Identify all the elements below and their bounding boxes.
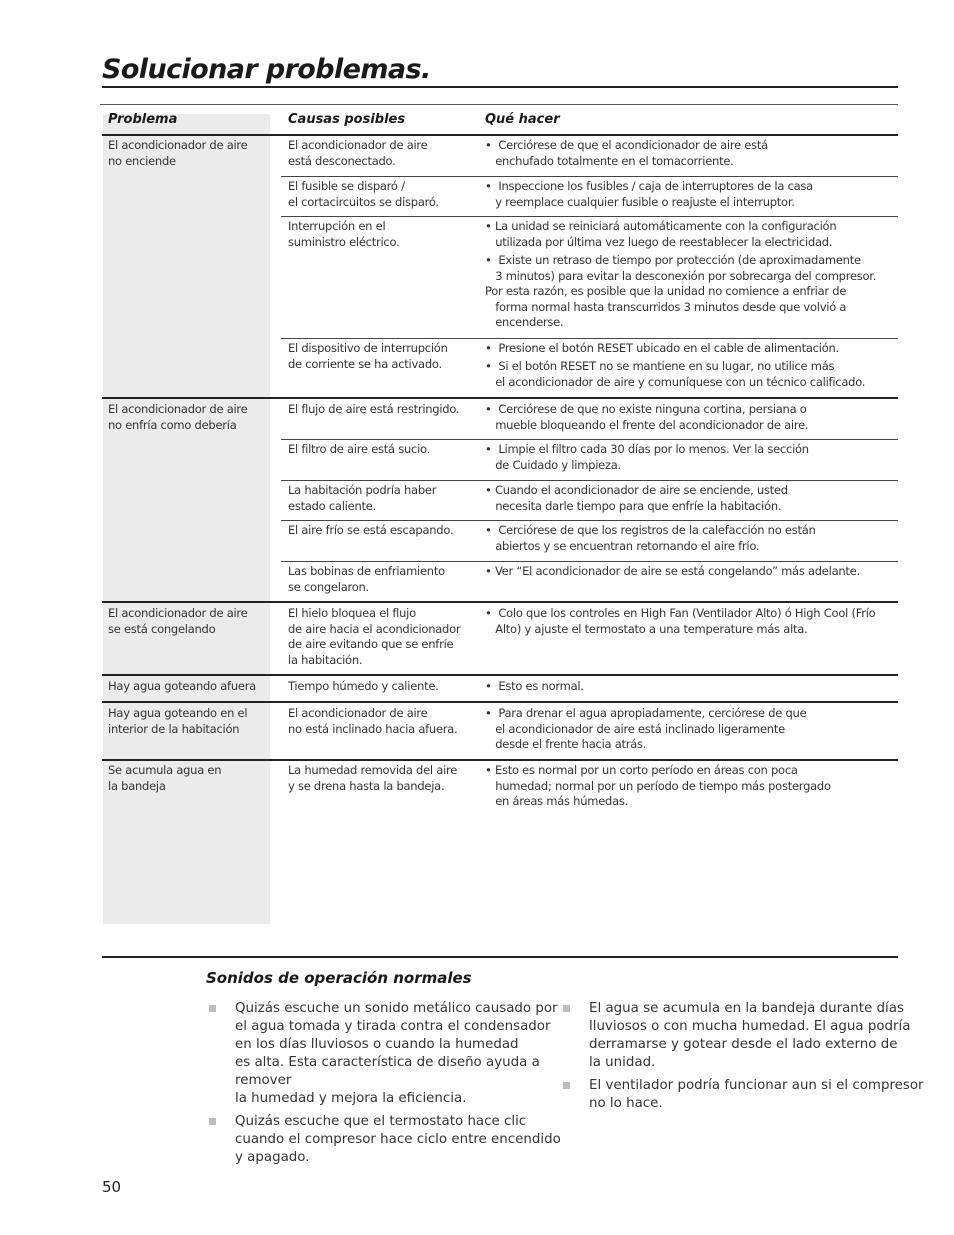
row-divider bbox=[281, 439, 898, 440]
cause-moisture-drains: La humedad removida del aire y se drena hasta la bandeja. bbox=[288, 763, 458, 793]
row-divider bbox=[281, 176, 898, 177]
cause-filter-dirty: El filtro de aire está sucio. bbox=[288, 442, 431, 456]
cause-unplugged: El acondicionador de aire está desconectado. bbox=[288, 138, 428, 168]
problem-no-power: El acondicionador de aire no enciende bbox=[108, 138, 248, 168]
header-causes: Causas posibles bbox=[288, 112, 406, 127]
square-bullet-icon bbox=[563, 1082, 570, 1089]
problem-water-in-pan: Se acumula agua en la bandeja bbox=[108, 763, 222, 793]
cause-interrupter-active: El dispositivo de interrupción de corriente se ha activado. bbox=[288, 341, 448, 371]
page-title: Solucionar problemas. bbox=[102, 54, 431, 85]
problem-water-inside: Hay agua goteando en el interior de la habitación bbox=[108, 706, 248, 736]
header-problem: Problema bbox=[108, 112, 178, 127]
title-rule bbox=[102, 86, 898, 88]
header-actions: Qué hacer bbox=[485, 112, 560, 127]
action-tilt-unit: • Para drenar el agua apropiadamente, cerciórese de que el acondicionador de aire está inclinado ligeramente desde el frente hacia atrás. bbox=[485, 706, 807, 752]
table-top-rule bbox=[100, 104, 898, 105]
group-divider bbox=[102, 397, 898, 399]
action-time-delay: • Existe un retraso de tiempo por protección (de aproximadamente 3 minutos) para evitar la desconexión por sobrecarga del compresor. Por esta razón, es posible que la unidad no comience a enfriar de forma normal hasta transcurridos 3 minutos desde que volvió a encenderse. bbox=[485, 253, 877, 330]
row-divider bbox=[281, 520, 898, 521]
row-divider bbox=[281, 338, 898, 339]
cause-room-hot: La habitación podría haber estado caliente. bbox=[288, 483, 437, 513]
action-normal-humidity: • Esto es normal por un corto período en áreas con poca humedad; normal por un período de tiempo más postergado en áreas más húmedas. bbox=[485, 763, 831, 809]
action-check-obstruction: • Cerciórese de que no existe ninguna cortina, persiana o mueble bloqueando el frente del acondicionador de aire. bbox=[485, 402, 809, 432]
square-bullet-icon bbox=[209, 1005, 216, 1012]
row-divider bbox=[281, 561, 898, 562]
action-auto-restart: • La unidad se reiniciará automáticamente con la configuración utilizada por última vez luego de reestablecer la electricidad. bbox=[485, 219, 837, 249]
cause-ice-blocks-airflow: El hielo bloquea el flujo de aire hacia el acondicionador de aire evitando que se enfríe la habitación. bbox=[288, 606, 461, 667]
action-normal: • Esto es normal. bbox=[485, 679, 584, 693]
sounds-rule bbox=[102, 956, 898, 958]
group-divider bbox=[102, 674, 898, 676]
problem-not-cooling: El acondicionador de aire no enfría como debería bbox=[108, 402, 248, 432]
header-rule bbox=[102, 134, 898, 136]
action-check-plug: • Cerciórese de que el acondicionador de aire está enchufado totalmente en el tomacorriente. bbox=[485, 138, 768, 168]
sound-item-metallic: Quizás escuche un sonido metálico causado por el agua tomada y tirada contra el condensador en los días lluviosos o cuando la humedad es alta. Esta característica de diseño ayuda a remover la humedad y mejora la eficiencia. bbox=[235, 1001, 558, 1106]
cause-fuse-tripped: El fusible se disparó / el cortacircuitos se disparó. bbox=[288, 179, 439, 209]
problem-column-shading bbox=[103, 114, 270, 924]
square-bullet-icon bbox=[209, 1118, 216, 1125]
cause-cold-air-escaping: El aire frío se está escapando. bbox=[288, 523, 454, 537]
row-divider bbox=[281, 480, 898, 481]
row-divider bbox=[281, 216, 898, 217]
group-divider bbox=[102, 759, 898, 761]
action-reset-fails: • Si el botón RESET no se mantiene en su lugar, no utilice más el acondicionador de aire y comuníquese con un técnico calificado. bbox=[485, 359, 866, 389]
problem-water-outside: Hay agua goteando afuera bbox=[108, 679, 256, 693]
action-adjust-controls: • Colo que los controles en High Fan (Ventilador Alto) ó High Cool (Frío Alto) y ajuste el termostato a una temperature más alta. bbox=[485, 606, 876, 636]
cause-power-outage: Interrupción en el suministro eléctrico. bbox=[288, 219, 400, 249]
action-check-registers: • Cerciórese de que los registros de la calefacción no están abiertos y se encuentran retornando el aire frío. bbox=[485, 523, 816, 553]
square-bullet-icon bbox=[563, 1005, 570, 1012]
action-clean-filter: • Limpie el filtro cada 30 días por lo menos. Ver la sección de Cuidado y limpieza. bbox=[485, 442, 809, 472]
cause-airflow-restricted: El flujo de aire está restringido. bbox=[288, 402, 460, 416]
sound-item-thermostat: Quizás escuche que el termostato hace clic cuando el compresor hace ciclo entre encendido y apagado. bbox=[235, 1114, 561, 1165]
group-divider bbox=[102, 601, 898, 603]
problem-freezing: El acondicionador de aire se está congelando bbox=[108, 606, 248, 636]
group-divider bbox=[102, 701, 898, 703]
action-allow-time: • Cuando el acondicionador de aire se enciende, usted necesita darle tiempo para que enfríe la habitación. bbox=[485, 483, 788, 513]
cause-not-tilted: El acondicionador de aire no está inclinado hacia afuera. bbox=[288, 706, 458, 736]
cause-coils-frozen: Las bobinas de enfriamiento se congelaron. bbox=[288, 564, 445, 594]
action-inspect-fuses: • Inspeccione los fusibles / caja de interruptores de la casa y reemplace cualquier fusible o reajuste el interruptor. bbox=[485, 179, 813, 209]
sound-item-fan: El ventilador podría funcionar aun si el compresor no lo hace. bbox=[589, 1078, 924, 1111]
action-see-freezing: • Ver “El acondicionador de aire se está congelando” más adelante. bbox=[485, 564, 860, 578]
cause-humid-weather: Tiempo húmedo y caliente. bbox=[288, 679, 439, 693]
page-number: 50 bbox=[102, 1178, 122, 1196]
action-press-reset: • Presione el botón RESET ubicado en el cable de alimentación. bbox=[485, 341, 839, 355]
sounds-title: Sonidos de operación normales bbox=[206, 969, 472, 987]
sound-item-water-pan: El agua se acumula en la bandeja durante días lluviosos o con mucha humedad. El agua podría derramarse y gotear desde el lado externo de la unidad. bbox=[589, 1001, 911, 1070]
